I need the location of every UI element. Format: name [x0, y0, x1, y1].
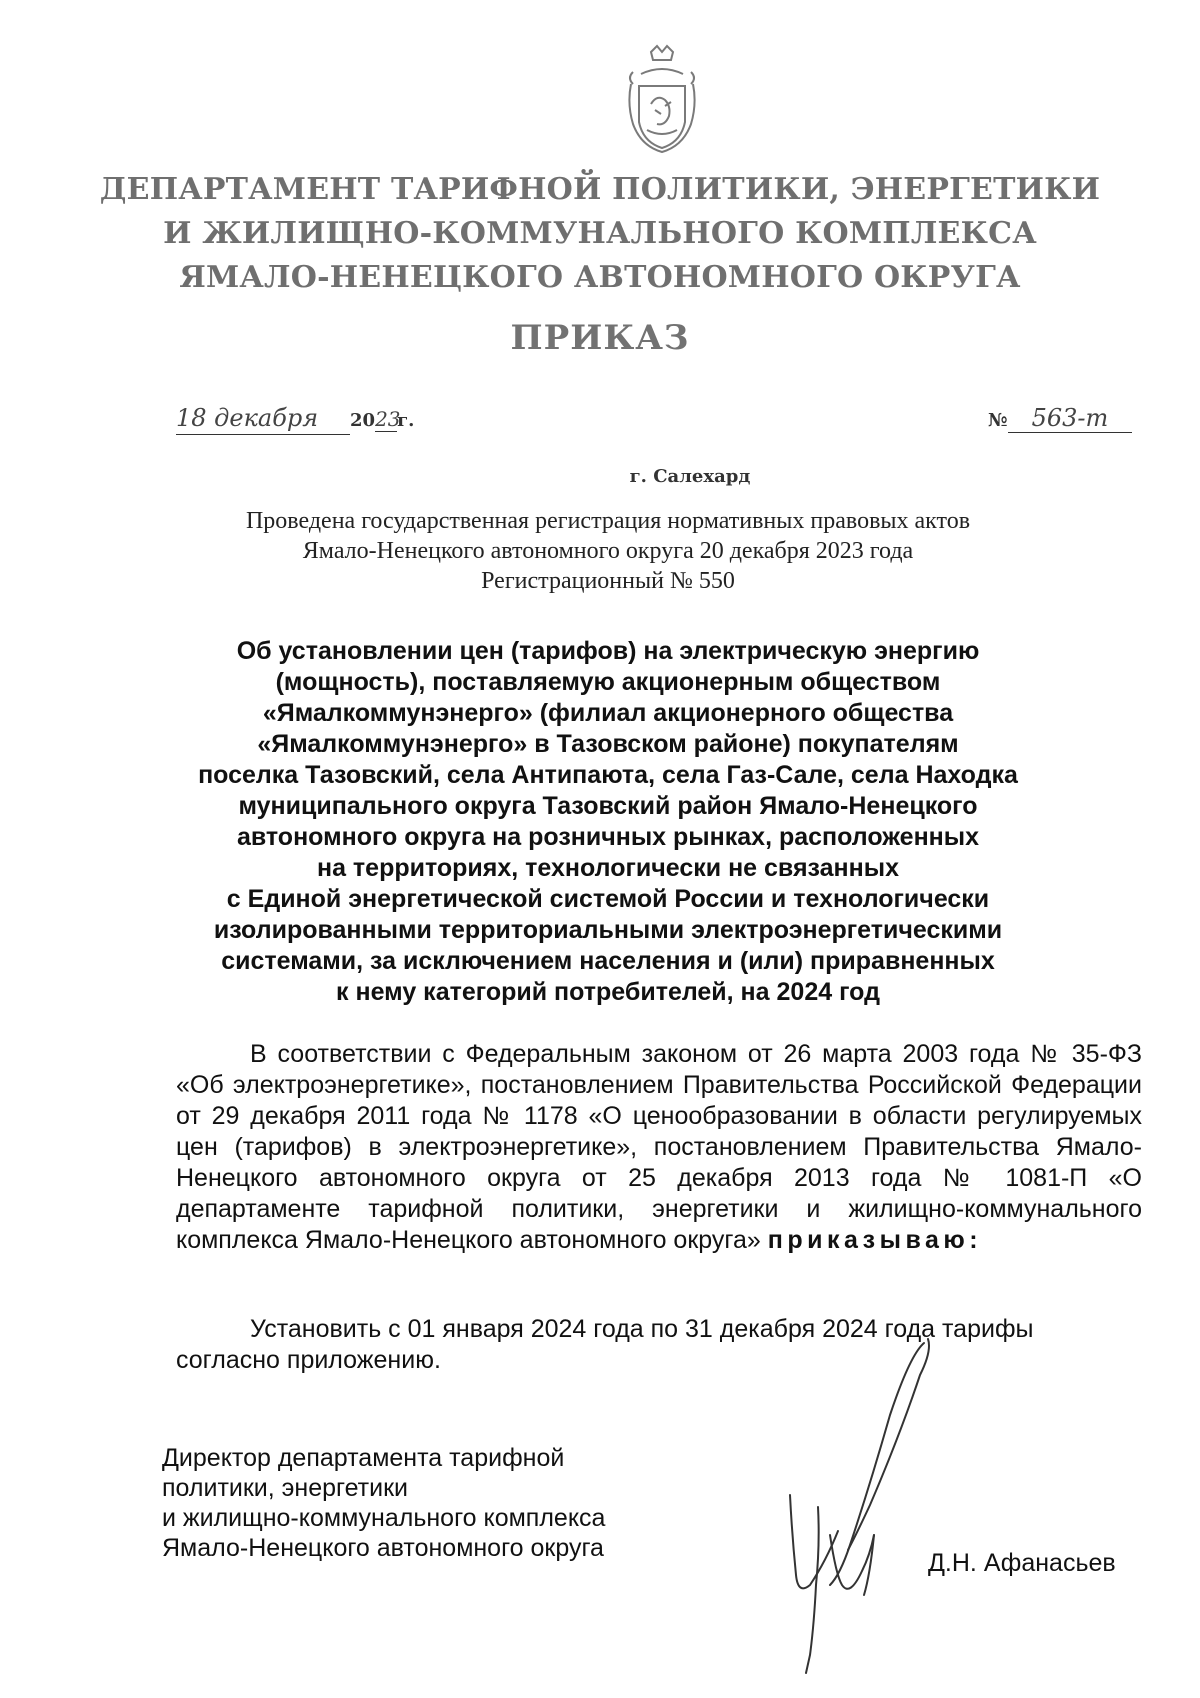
- subject-line-1: Об установлении цен (тарифов) на электрическую энергию: [236, 637, 980, 665]
- handwritten-year: 23: [375, 407, 401, 431]
- legal-basis-text: В соответствии с Федеральным законом от 26 марта 2003 года № 35-ФЗ «Об электроэнергетике», постановлением Правительства Российской Федерации от 29 декабря 2011 года № 1178 «О ценообразовании в области регулируемых цен (тарифов) в электроэнергетике», постановлением Правительства Ямало-Ненецкого автономного округа от 25 декабря 2013 года № 1081-П «О департаменте тарифной политики, энергетики и жилищно-коммунального комплекса Ямало-Ненецкого автономного округа»: [176, 1040, 1142, 1254]
- registration-line-2: Ямало-Ненецкого автономного округа 20 декабря 2023 года: [302, 538, 914, 564]
- subject-line-8: на территориях, технологически не связанных: [316, 854, 900, 882]
- signer-position: [162, 1443, 605, 1563]
- body-paragraph-1: [176, 1039, 1142, 1256]
- subject-line-10: изолированными территориальными электроэнергетическими: [213, 916, 1003, 944]
- subject-line-12: к нему категорий потребителей, на 2024 год: [336, 978, 880, 1006]
- subject-line-2: (мощность), поставляемую акционерным обществом: [275, 668, 941, 696]
- registration-note: [0, 506, 1200, 596]
- coat-of-arms-icon: [621, 44, 703, 156]
- subject-line-5: поселка Тазовский, села Антипаюта, села Газ-Сале, села Находка: [198, 761, 1018, 789]
- order-directive: приказываю:: [767, 1226, 983, 1254]
- signer-position-line-1: Директор департамента тарифной: [162, 1444, 565, 1472]
- subject-line-3: «Ямалкоммунэнерго» (филиал акционерного общества: [262, 699, 954, 727]
- registration-line-1: Проведена государственная регистрация нормативных правовых актов: [245, 508, 971, 534]
- subject-line-4: «Ямалкоммунэнерго» в Тазовском районе) покупателям: [257, 730, 959, 758]
- signer-position-line-4: Ямало-Ненецкого автономного округа: [162, 1534, 604, 1562]
- document-type-title: ПРИКАЗ: [510, 318, 690, 358]
- body-paragraph-2: Установить с 01 января 2024 года по 31 декабря 2024 года тарифы согласно приложению.: [176, 1315, 1034, 1374]
- year-suffix: г.: [397, 410, 415, 431]
- order-subject: [0, 636, 1200, 1008]
- subject-line-11: системами, за исключением населения и (или) приравненных: [221, 947, 995, 975]
- order-number: [988, 404, 1132, 433]
- city: г. Салехард: [629, 466, 751, 487]
- department-line-2: И ЖИЛИЩНО-КОММУНАЛЬНОГО КОМПЛЕКСА: [163, 216, 1037, 251]
- department-line-3: ЯМАЛО-НЕНЕЦКОГО АВТОНОМНОГО ОКРУГА: [179, 260, 1021, 295]
- subject-line-7: автономного округа на розничных рынках, расположенных: [236, 823, 980, 851]
- number-label: №: [988, 410, 1008, 431]
- order-date: [176, 404, 414, 435]
- signer-position-line-3: и жилищно-коммунального комплекса: [162, 1504, 606, 1532]
- subject-line-6: муниципального округа Тазовский район Ямало-Ненецкого: [238, 792, 978, 820]
- signer-name: Д.Н. Афанасьев: [928, 1549, 1116, 1577]
- handwritten-signature: [770, 1335, 950, 1675]
- department-line-1: ДЕПАРТАМЕНТ ТАРИФНОЙ ПОЛИТИКИ, ЭНЕРГЕТИКИ: [99, 172, 1101, 207]
- handwritten-date: 18 декабря: [176, 404, 319, 432]
- year-prefix: 20: [350, 410, 376, 431]
- registration-line-3: Регистрационный № 550: [481, 568, 735, 594]
- subject-line-9: с Единой энергетической системой России и технологически: [226, 885, 990, 913]
- signer-position-line-2: политики, энергетики: [162, 1474, 408, 1502]
- handwritten-number: 563-т: [1031, 404, 1109, 432]
- department-heading: [0, 168, 1200, 300]
